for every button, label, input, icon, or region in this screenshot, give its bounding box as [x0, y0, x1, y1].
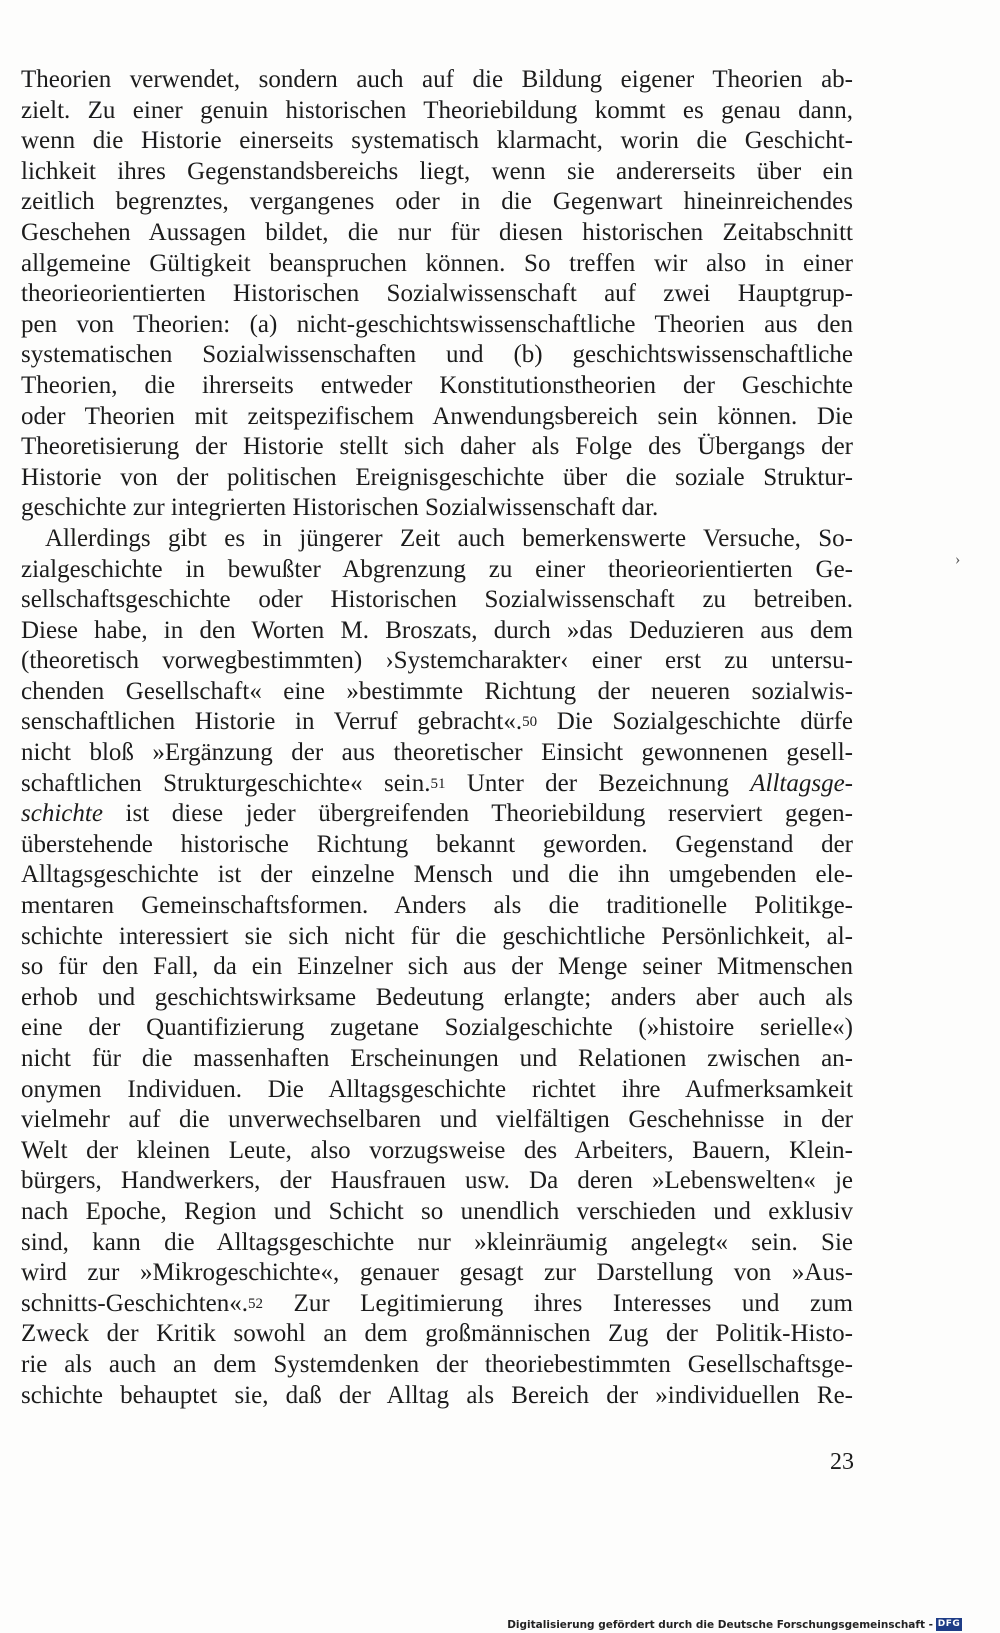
text-line: lichkeit ihres Gegenstandsbereichs liegt, wenn sie andererseits über ein [21, 157, 853, 185]
text-line: so für den Fall, da ein Einzelner sich aus der Menge seiner Mitmenschen [21, 953, 853, 981]
text-segment: ist diese jeder übergreifenden Theoriebildung reserviert gegen- [125, 800, 854, 828]
text-line: Welt der kleinen Leute, also vorzugsweise des Arbeiters, Bauern, Klein- [21, 1136, 853, 1164]
text-line: Historie von der politischen Ereignisgeschichte über die soziale Struktur- [21, 463, 853, 491]
text-line: Theoretisierung der Historie stellt sich daher als Folge des Übergangs der [21, 433, 853, 461]
text-line: Zweck der Kritik sowohl an dem großmännischen Zug der Politik-Histo- [21, 1320, 853, 1348]
text-line: systematischen Sozialwissenschaften und (b) geschichtswissenschaftliche [21, 341, 853, 369]
text-line: (theoretisch vorwegbestimmten) ›Systemcharakter‹ einer erst zu untersu- [21, 647, 853, 675]
text-line: zielt. Zu einer genuin historischen Theoriebildung kommt es genau dann, [21, 96, 853, 124]
text-line: mentaren Gemeinschaftsformen. Anders als die traditionelle Politikge- [21, 892, 853, 920]
text-line: zeitlich begrenztes, vergangenes oder in die Gegenwart hineinreichendes [21, 188, 853, 216]
digitization-footer [507, 1618, 962, 1631]
text-segment: senschaftlichen Historie in Verruf gebracht«. [21, 708, 523, 736]
text-line: bürgers, Handwerkers, der Hausfrauen usw. Da deren »Lebenswelten« je [21, 1167, 853, 1195]
text-line: allgemeine Gültigkeit beanspruchen können. So treffen wir also in einer [21, 249, 853, 277]
text-line: überstehende historische Richtung bekannt geworden. Gegenstand der [21, 830, 853, 858]
italic-term: Alltagsge- [750, 769, 853, 797]
dfg-logo-icon: DFG [937, 1619, 961, 1629]
text-line: Geschehen Aussagen bildet, die nur für diesen historischen Zeitabschnitt [21, 218, 853, 246]
page-body-text [21, 65, 853, 1411]
text-segment: Unter der Bezeichnung [445, 769, 751, 797]
paragraph-last-line: geschichte zur integrierten Historischen Sozialwissenschaft dar. [21, 494, 659, 522]
text-line: rie als auch an dem Systemdenken der theoriebestimmten Gesellschaftsge- [21, 1350, 853, 1378]
text-line: Theorien, die ihrerseits entweder Konstitutionstheorien der Geschichte [21, 371, 853, 399]
italic-term: schichte [21, 800, 103, 828]
text-line: chenden Gesellschaft« eine »bestimmte Richtung der neueren sozialwis- [21, 677, 853, 705]
text-line: schichte interessiert sie sich nicht für die geschichtliche Persönlichkeit, al- [21, 922, 853, 950]
text-line: erhob und geschichtswirksame Bedeutung erlangte; anders aber auch als [21, 983, 853, 1011]
footnote-ref-51[interactable]: 51 [430, 775, 446, 792]
text-line: eine der Quantifizierung zugetane Sozialgeschichte (»histoire serielle«) [21, 1014, 853, 1042]
text-line [21, 707, 853, 738]
text-line: Diese habe, in den Worten M. Broszats, durch »das Deduzieren aus dem [21, 616, 853, 644]
footnote-ref-52[interactable]: 52 [248, 1295, 264, 1312]
text-segment: Die Sozialgeschichte dürfe [537, 708, 853, 736]
footnote-ref-50[interactable]: 50 [522, 714, 538, 731]
text-segment: schaftlichen Strukturgeschichte« sein. [21, 769, 431, 797]
paragraph-first-line: Allerdings gibt es in jüngerer Zeit auch bemerkenswerte Versuche, So- [45, 524, 853, 552]
text-line: Alltagsgeschichte ist der einzelne Mensch und die ihn umgebenden ele- [21, 861, 853, 889]
text-line: Theorien verwendet, sondern auch auf die Bildung eigener Theorien ab- [21, 66, 853, 93]
page-number: 23 [830, 1449, 854, 1475]
text-line: schichte behauptet sie, daß der Alltag als Bereich der »individuellen Re- [21, 1381, 853, 1409]
text-line: pen von Theorien: (a) nicht-geschichtswissenschaftliche Theorien aus den [21, 310, 853, 338]
text-line [21, 1289, 853, 1320]
text-segment: schnitts-Geschichten«. [21, 1289, 249, 1317]
text-line: zialgeschichte in bewußter Abgrenzung zu einer theorieorientierten Ge- [21, 555, 853, 583]
text-line: sind, kann die Alltagsgeschichte nur »kleinräumig angelegt« sein. Sie [21, 1228, 853, 1256]
text-line: onymen Individuen. Die Alltagsgeschichte richtet ihre Aufmerksamkeit [21, 1075, 853, 1103]
margin-mark: › [955, 551, 961, 568]
text-line: wird zur »Mikrogeschichte«, genauer gesagt zur Darstellung von »Aus- [21, 1259, 853, 1287]
text-segment: Zur Legitimierung ihres Interesses und zum [263, 1289, 853, 1317]
text-line: nicht für die massenhaften Erscheinungen und Relationen zwischen an- [21, 1045, 853, 1072]
text-line: wenn die Historie einerseits systematisch klarmacht, worin die Geschicht- [21, 127, 853, 155]
text-line: vielmehr auf die unverwechselbaren und vielfältigen Geschehnisse in der [21, 1106, 853, 1134]
text-line: nach Epoche, Region und Schicht so unendlich verschieden und exklusiv [21, 1197, 853, 1225]
text-line [21, 799, 853, 830]
text-line: nicht bloß »Ergänzung der aus theoretischer Einsicht gewonnenen gesell- [21, 739, 853, 767]
text-line [21, 769, 853, 800]
footer-text: Digitalisierung gefördert durch die Deutsche Forschungsgemeinschaft - [507, 1618, 933, 1631]
text-line: oder Theorien mit zeitspezifischem Anwendungsbereich sein können. Die [21, 402, 853, 430]
text-line: sellschaftsgeschichte oder Historischen Sozialwissenschaft zu betreiben. [21, 586, 853, 614]
text-line: theorieorientierten Historischen Sozialwissenschaft auf zwei Hauptgrup- [21, 280, 853, 308]
